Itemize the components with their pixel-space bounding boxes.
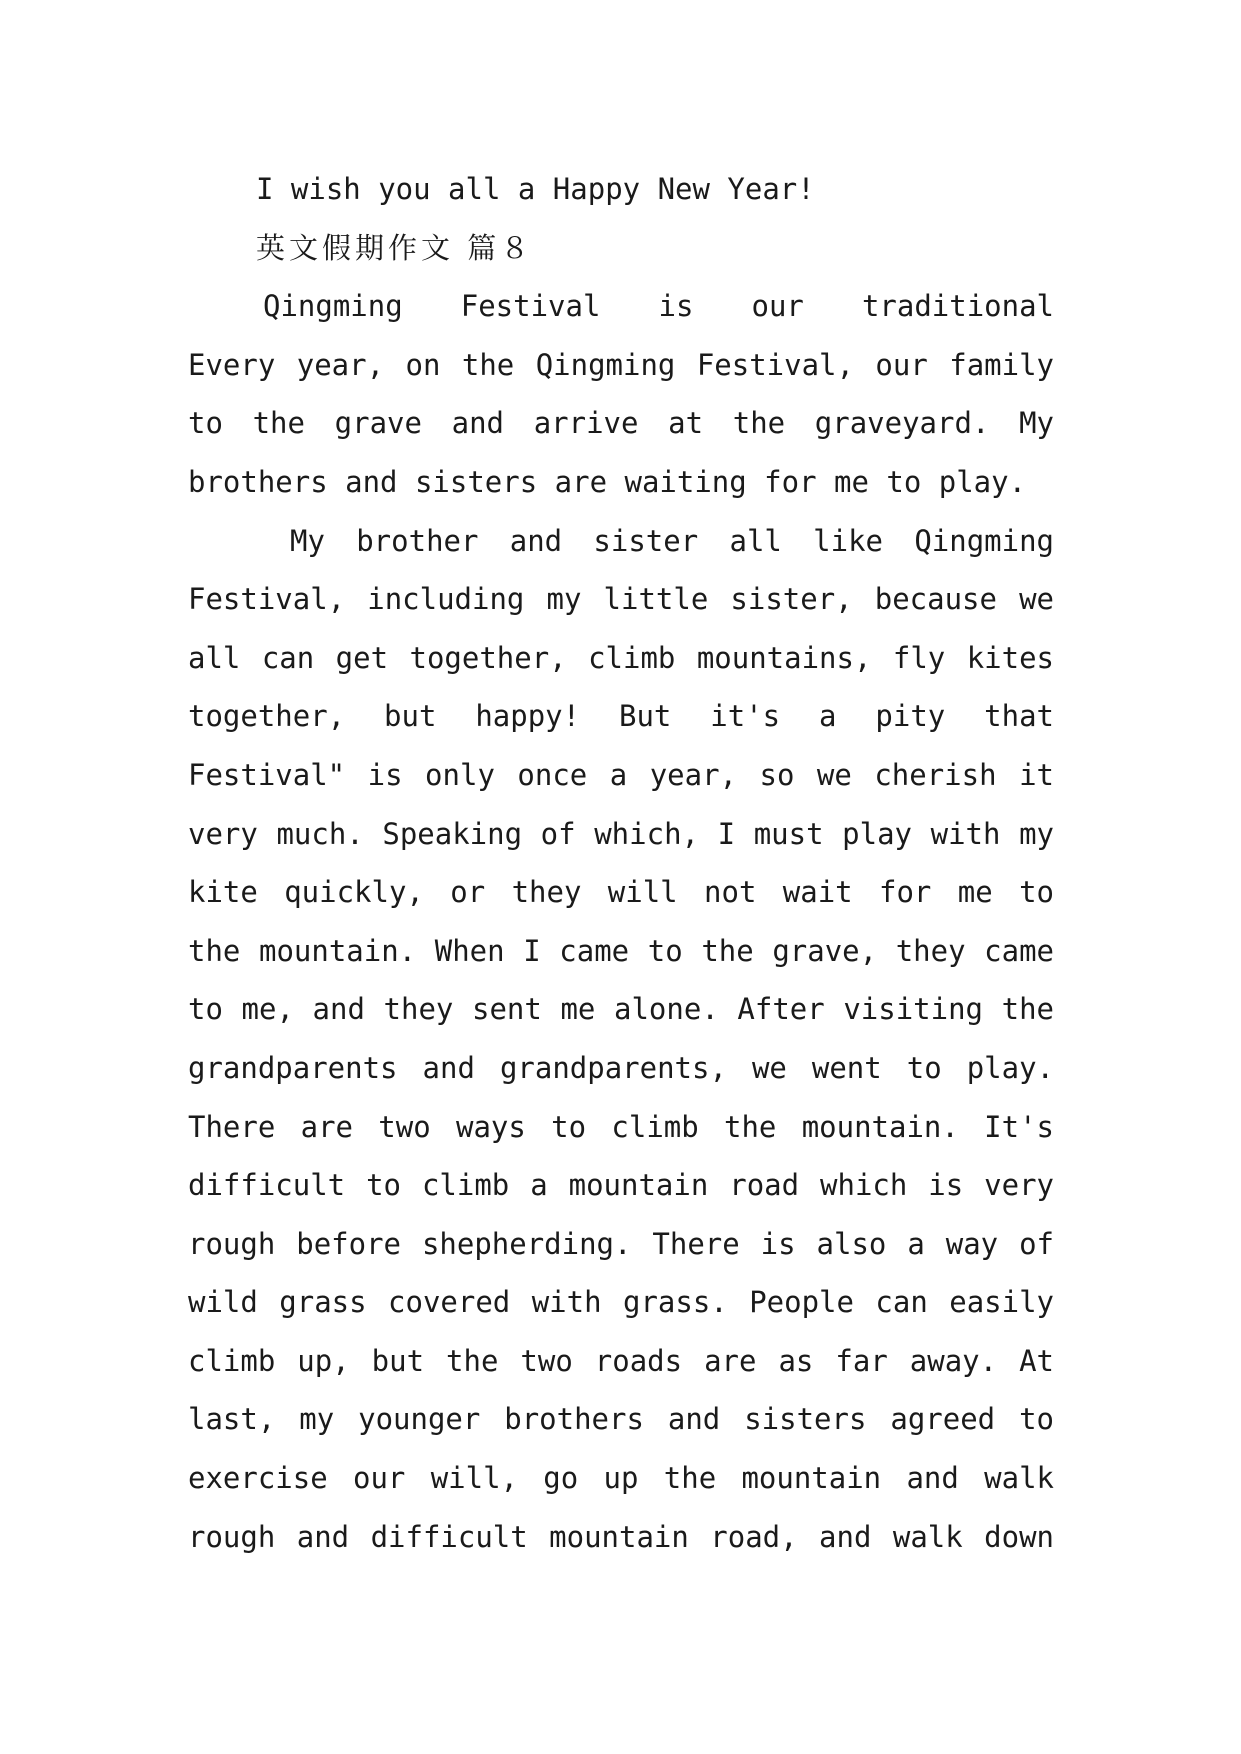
text-line: wild grass covered with grass. People can easily [188, 1285, 1054, 1320]
text-line: I wish you all a Happy New Year! [256, 172, 815, 206]
section-heading: 英文假期作文 篇８ [256, 230, 534, 265]
text-line: grandparents and grandparents, we went to play. [188, 1050, 1054, 1085]
text-line: Qingming Festival is our traditional [263, 289, 1054, 324]
text-line: Every year, on the Qingming Festival, our family [188, 347, 1054, 382]
text-line: very much. Speaking of which, I must play with my [188, 816, 1054, 851]
text-line: all can get together, climb mountains, fly kites [188, 640, 1054, 675]
text-line: exercise our will, go up the mountain and walk [188, 1461, 1054, 1496]
text-line: last, my younger brothers and sisters agreed to [188, 1402, 1054, 1437]
text-line: kite quickly, or they will not wait for me to [188, 875, 1054, 910]
text-line: There are two ways to climb the mountain. It's [188, 1109, 1054, 1144]
text-line: to me, and they sent me alone. After visiting the [188, 992, 1054, 1027]
document-body [188, 160, 1054, 1566]
text-line: climb up, but the two roads are as far away. At [188, 1343, 1054, 1378]
text-line: to the grave and arrive at the graveyard. My [188, 406, 1054, 441]
text-line: My brother and sister all like Qingming [290, 523, 1054, 558]
text-line: the mountain. When I came to the grave, they came [188, 933, 1054, 968]
text-line: Festival, including my little sister, because we [188, 582, 1054, 617]
text-line: brothers and sisters are waiting for me to play. [188, 464, 1027, 499]
text-line: Festival" is only once a year, so we cherish it [188, 757, 1054, 792]
text-line: together, but happy! But it's a pity that [188, 699, 1054, 734]
text-line: rough and difficult mountain road, and walk down [188, 1519, 1054, 1554]
text-line: rough before shepherding. There is also a way of [188, 1226, 1054, 1261]
text-line: difficult to climb a mountain road which is very [188, 1168, 1054, 1203]
